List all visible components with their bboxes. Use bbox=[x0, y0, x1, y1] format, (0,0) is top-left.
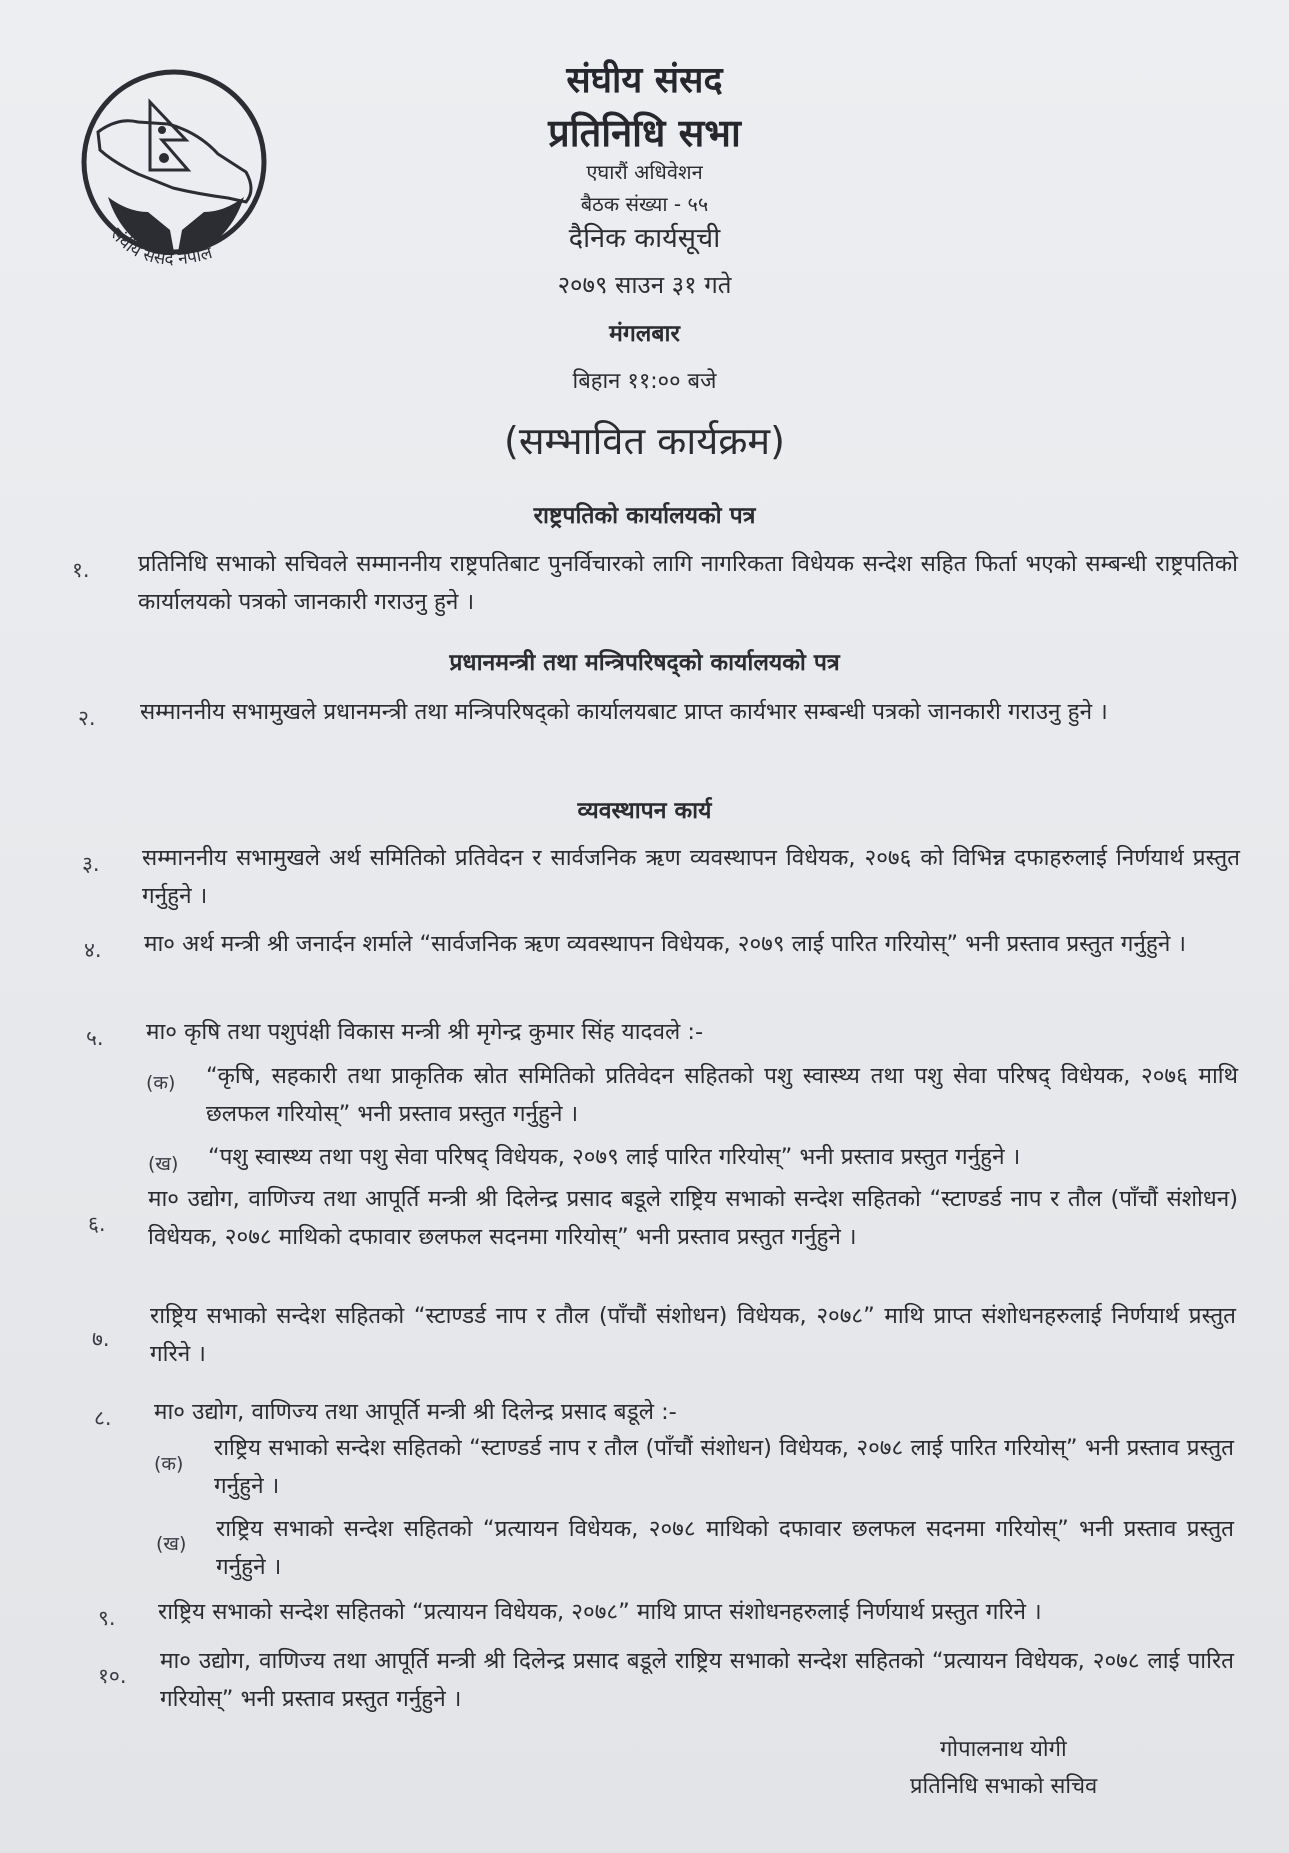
item-number: ६. bbox=[88, 1212, 106, 1236]
house-title: प्रतिनिधि सभा bbox=[548, 111, 741, 155]
sub-item-label: (ख) bbox=[148, 1153, 179, 1175]
program-title: (सम्भावित कार्यक्रम) bbox=[504, 419, 785, 463]
section-president-letter: राष्ट्रपतिको कार्यालयको पत्र bbox=[533, 503, 756, 529]
sitting-number: बैठक संख्या - ५५ bbox=[580, 192, 709, 216]
list-item: राष्ट्रिय सभाको सन्देश सहितको “स्टाण्डर्ड नाप र तौल (पाँचौं संशोधन) विधेयक, २०७८” माथि प्राप्त संशोधनहरुलाई निर्णयार्थ प्रस्तुत गरिने । bbox=[150, 1303, 1236, 1367]
item-number: १. bbox=[72, 558, 90, 582]
item-number: ४. bbox=[84, 938, 102, 962]
item-number: ९. bbox=[98, 1606, 116, 1630]
list-item: मा० उद्योग, वाणिज्य तथा आपूर्ति मन्त्री श्री दिलेन्द्र प्रसाद बडूले :- bbox=[154, 1399, 677, 1425]
section-pm-letter: प्रधानमन्त्री तथा मन्त्रिपरिषद्को कार्यालयको पत्र bbox=[449, 650, 840, 676]
list-item: राष्ट्रिय सभाको सन्देश सहितको “प्रत्यायन विधेयक, २०७८” माथि प्राप्त संशोधनहरुलाई निर्णयार्थ प्रस्तुत गरिने । bbox=[158, 1599, 1042, 1625]
item-number: ७. bbox=[92, 1327, 110, 1351]
parliament-title: संघीय संसद bbox=[566, 60, 723, 101]
item-number: २. bbox=[78, 706, 96, 730]
list-item: मा० अर्थ मन्त्री श्री जनार्दन शर्माले “सार्वजनिक ऋण व्यवस्थापन विधेयक, २०७९ लाई पारित गरियोस्” भनी प्रस्ताव प्रस्तुत गर्नुहुने । bbox=[144, 931, 1186, 957]
agenda-day: मंगलबार bbox=[609, 321, 680, 347]
emblem-text: संघीय संसद नेपाल bbox=[106, 224, 215, 270]
session-label: एघारौं अधिवेशन bbox=[586, 160, 703, 184]
item-number: ८. bbox=[94, 1406, 112, 1430]
section-legislation: व्यवस्थापन कार्य bbox=[577, 798, 712, 824]
sub-item-label: (क) bbox=[146, 1072, 176, 1094]
item-number: ५. bbox=[86, 1026, 104, 1050]
list-item: सम्माननीय सभामुखले प्रधानमन्त्री तथा मन्त्रिपरिषद्को कार्यालयबाट प्राप्त कार्यभार सम्बन्धी पत्रको जानकारी गराउनु हुने । bbox=[140, 699, 1108, 725]
sub-item-label: (क) bbox=[154, 1453, 184, 1475]
sub-item: “कृषि, सहकारी तथा प्राकृतिक स्रोत समितिको प्रतिवेदन सहितको पशु स्वास्थ्य तथा पशु सेवा परिषद् विधेयक, २०७६ माथि छलफल गरियोस्” भनी प्रस्ताव प्रस्तुत गर्नुहुने । bbox=[206, 1063, 1238, 1127]
sub-item: राष्ट्रिय सभाको सन्देश सहितको “स्टाण्डर्ड नाप र तौल (पाँचौं संशोधन) विधेयक, २०७८ लाई पारित गरियोस्” भनी प्रस्ताव प्रस्तुत गर्नुहुने । bbox=[214, 1435, 1234, 1499]
list-item: प्रतिनिधि सभाको सचिवले सम्माननीय राष्ट्रपतिबाट पुनर्विचारको लागि नागरिकता विधेयक सन्देश सहित फिर्ता भएको सम्बन्धी राष्ट्रपतिको कार्यालयको पत्रको जानकारी गराउनु हुने । bbox=[138, 551, 1238, 615]
agenda-title: दैनिक कार्यसूची bbox=[568, 223, 721, 254]
signatory-name: गोपालनाथ योगी bbox=[940, 1737, 1067, 1762]
agenda-time: बिहान ११:०० बजे bbox=[572, 369, 717, 394]
sub-item: राष्ट्रिय सभाको सन्देश सहितको “प्रत्यायन विधेयक, २०७८ माथिको दफावार छलफल सदनमा गरियोस्” भनी प्रस्ताव प्रस्तुत गर्नुहुने । bbox=[216, 1516, 1234, 1580]
sub-item-label: (ख) bbox=[156, 1533, 187, 1555]
item-number: १०. bbox=[98, 1664, 127, 1688]
list-item: सम्माननीय सभामुखले अर्थ समितिको प्रतिवेदन र सार्वजनिक ऋण व्यवस्थापन विधेयक, २०७६ को विभिन्न दफाहरुलाई निर्णयार्थ प्रस्तुत गर्नुहुने । bbox=[142, 845, 1240, 909]
item-number: ३. bbox=[82, 852, 100, 876]
signatory-title: प्रतिनिधि सभाको सचिव bbox=[910, 1774, 1098, 1799]
agenda-date: २०७९ साउन ३१ गते bbox=[557, 271, 732, 299]
sub-item: “पशु स्वास्थ्य तथा पशु सेवा परिषद् विधेयक, २०७९ लाई पारित गरियोस्” भनी प्रस्ताव प्रस्तुत गर्नुहुने । bbox=[208, 1144, 1021, 1170]
list-item: मा० उद्योग, वाणिज्य तथा आपूर्ति मन्त्री श्री दिलेन्द्र प्रसाद बडूले राष्ट्रिय सभाको सन्देश सहितको “स्टाण्डर्ड नाप र तौल (पाँचौं संशोधन) विधेयक, २०७८ माथिको दफावार छलफल सदनमा गरियोस्” भनी प्रस्ताव प्रस्तुत गर्नुहुने । bbox=[148, 1186, 1238, 1250]
list-item: मा० कृषि तथा पशुपंक्षी विकास मन्त्री श्री मृगेन्द्र कुमार सिंह यादवले :- bbox=[146, 1019, 704, 1045]
list-item: मा० उद्योग, वाणिज्य तथा आपूर्ति मन्त्री श्री दिलेन्द्र प्रसाद बडूले राष्ट्रिय सभाको सन्देश सहितको “प्रत्यायन विधेयक, २०७८ लाई पारित गरियोस्” भनी प्रस्ताव प्रस्तुत गर्नुहुने । bbox=[160, 1648, 1234, 1712]
